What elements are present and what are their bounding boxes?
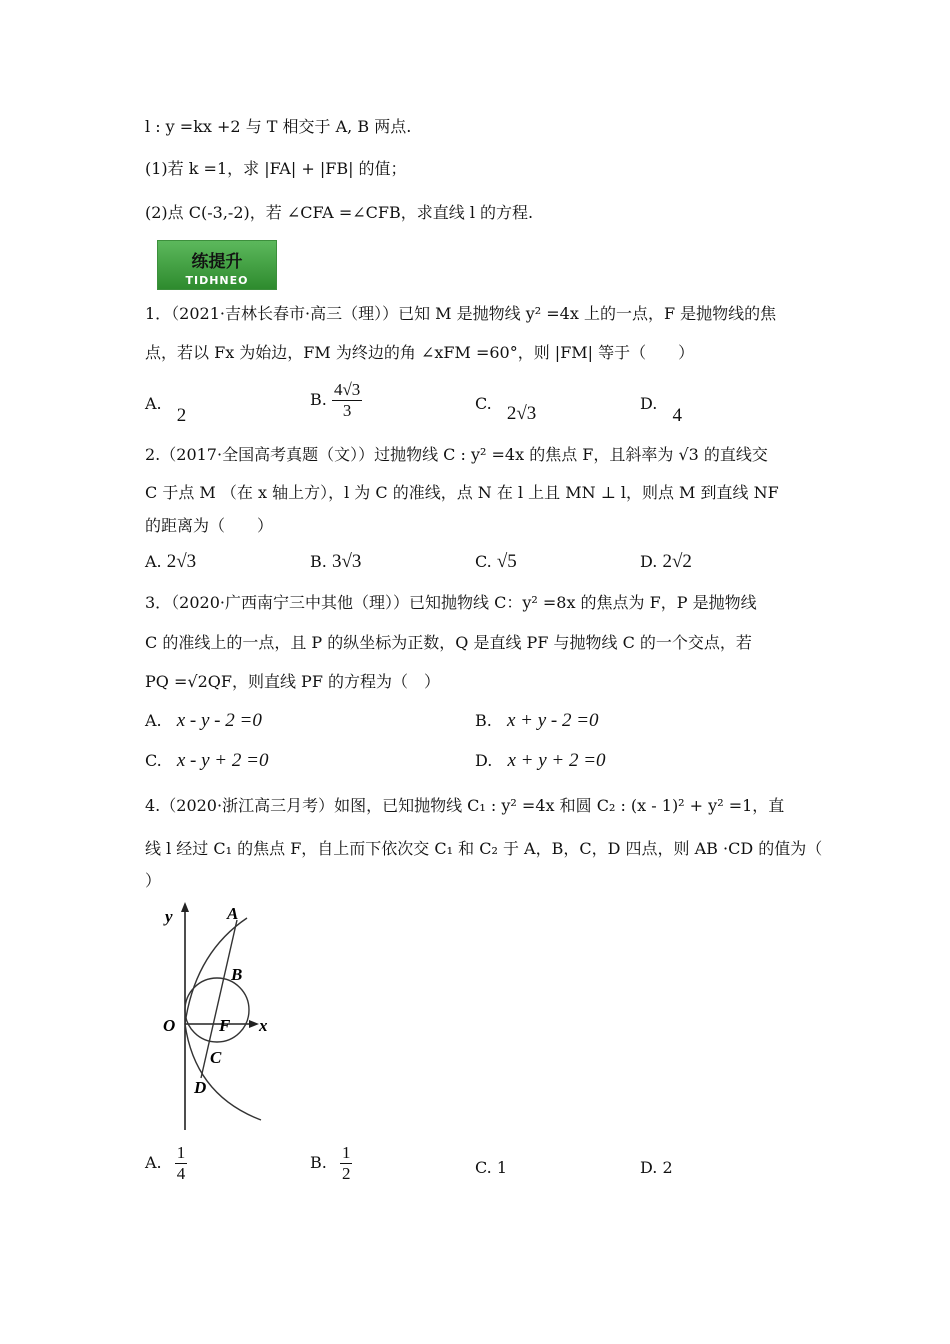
label-a: A: [227, 904, 239, 923]
option-label: B.: [310, 390, 327, 409]
option-value: 2√3: [506, 403, 537, 424]
problem-4-line-2: 线 l 经过 C₁ 的焦点 F，自上而下依次交 C₁ 和 C₂ 于 A，B，C，D 四点，则 AB ·CD 的值为（: [145, 839, 823, 858]
option-value: 4: [672, 405, 682, 426]
option-value: √5: [496, 551, 517, 572]
option-value: x - y - 2 =0: [176, 710, 262, 731]
problem-1-option-d: [640, 393, 682, 426]
problem-2-option-d: [640, 551, 692, 573]
parabola-circle-figure: [155, 898, 285, 1138]
problem-1-option-a: [145, 393, 187, 426]
problem-2-line-2: C 于点 M （在 x 轴上方），l 为 C 的准线，点 N 在 l 上且 MN ⊥ l，则点 M 到直线 NF: [145, 483, 779, 502]
y-axis-arrow: [181, 902, 189, 912]
option-label: B.: [475, 711, 492, 730]
problem-2-line-1: 2.（2017·全国高考真题（文））过抛物线 C : y² =4x 的焦点 F，且斜率为 √3 的直线交: [145, 445, 768, 464]
question-1: (1)若 k =1，求 |FA| + |FB| 的值；: [145, 159, 407, 178]
intro-line: l : y =kx +2 与 T 相交于 A, B 两点.: [145, 117, 412, 136]
option-value: 2: [662, 1158, 673, 1177]
problem-3-option-a: [145, 710, 262, 732]
option-label: A.: [145, 552, 162, 571]
label-d: D: [194, 1078, 207, 1097]
problem-3-option-b: [475, 710, 599, 732]
problem-4-option-a: [145, 1143, 187, 1184]
problem-3-option-d: [475, 750, 606, 772]
x-axis-arrow: [249, 1020, 259, 1028]
option-value: x + y - 2 =0: [506, 710, 599, 731]
option-value: x + y + 2 =0: [507, 750, 606, 771]
option-value: 1: [496, 1158, 508, 1177]
label-c: C: [210, 1048, 222, 1067]
problem-1-line-2: 点，若以 Fx 为始边，FM 为终边的角 ∠xFM =60°，则 |FM| 等于（ ）: [145, 343, 695, 362]
question-2: (2)点 C(-3,-2)，若 ∠CFA =∠CFB，求直线 l 的方程.: [145, 203, 534, 222]
option-label: C.: [475, 394, 492, 413]
fraction-numerator: 1: [341, 1143, 351, 1162]
problem-1-option-c: [475, 393, 537, 424]
option-label: D.: [640, 552, 658, 571]
problem-3-option-c: [145, 750, 268, 772]
problem-2-option-b: [310, 551, 361, 573]
fraction-denominator: 2: [341, 1164, 351, 1183]
problem-4-line-3: ）: [145, 871, 162, 890]
problem-2-option-a: [145, 551, 196, 573]
problem-4-option-d: [640, 1157, 673, 1179]
problem-4-option-c: [475, 1157, 507, 1179]
option-label: A.: [145, 1153, 162, 1172]
problem-3-line-3: PQ =√2QF，则直线 PF 的方程为（ ）: [145, 672, 441, 691]
option-value: 2√3: [166, 551, 197, 572]
label-b: B: [231, 965, 243, 984]
option-label: D.: [640, 1158, 658, 1177]
option-value: 2: [176, 405, 187, 426]
option-label: B.: [310, 552, 327, 571]
problem-2-option-c: [475, 551, 517, 573]
label-o: O: [163, 1016, 176, 1035]
problem-2-line-3: 的距离为（ ）: [145, 516, 274, 535]
fraction-numerator: 1: [176, 1143, 186, 1162]
option-label: C.: [475, 1158, 492, 1177]
option-value: x - y + 2 =0: [176, 750, 269, 771]
problem-4-option-b: [310, 1143, 352, 1184]
fraction-denominator: 4: [176, 1164, 186, 1183]
fraction-numerator: 4√3: [333, 380, 361, 399]
label-y: y: [165, 907, 173, 926]
option-fraction: [340, 1143, 353, 1184]
option-value: 3√3: [331, 551, 362, 572]
badge-subtitle: TIDHNEO: [185, 274, 249, 287]
problem-1-option-b: [310, 380, 362, 421]
option-fraction: [175, 1143, 188, 1184]
option-fraction: [332, 380, 362, 421]
option-label: C.: [475, 552, 492, 571]
practice-badge: [157, 240, 277, 290]
option-label: D.: [475, 751, 493, 770]
problem-3-line-1: 3．（2020·广西南宁三中其他（理））已知抛物线 C：y² =8x 的焦点为 F，P 是抛物线: [145, 593, 757, 612]
option-label: A.: [145, 711, 162, 730]
problem-4-line-1: 4.（2020·浙江高三月考）如图，已知抛物线 C₁ : y² =4x 和圆 C₂ : (x - 1)² + y² =1，直: [145, 796, 785, 815]
option-label: B.: [310, 1153, 327, 1172]
label-f: F: [219, 1016, 231, 1035]
badge-title: 练提升: [191, 252, 243, 272]
option-label: D.: [640, 394, 658, 413]
label-x: x: [259, 1016, 268, 1035]
problem-1-line-1: 1．（2021·吉林长春市·高三（理））已知 M 是抛物线 y² =4x 上的一点，F 是抛物线的焦: [145, 304, 777, 323]
option-label: C.: [145, 751, 162, 770]
option-label: A.: [145, 394, 162, 413]
problem-3-line-2: C 的准线上的一点，且 P 的纵坐标为正数，Q 是直线 PF 与抛物线 C 的一个交点，若: [145, 633, 752, 652]
option-value: 2√2: [662, 551, 692, 572]
fraction-denominator: 3: [342, 401, 352, 420]
